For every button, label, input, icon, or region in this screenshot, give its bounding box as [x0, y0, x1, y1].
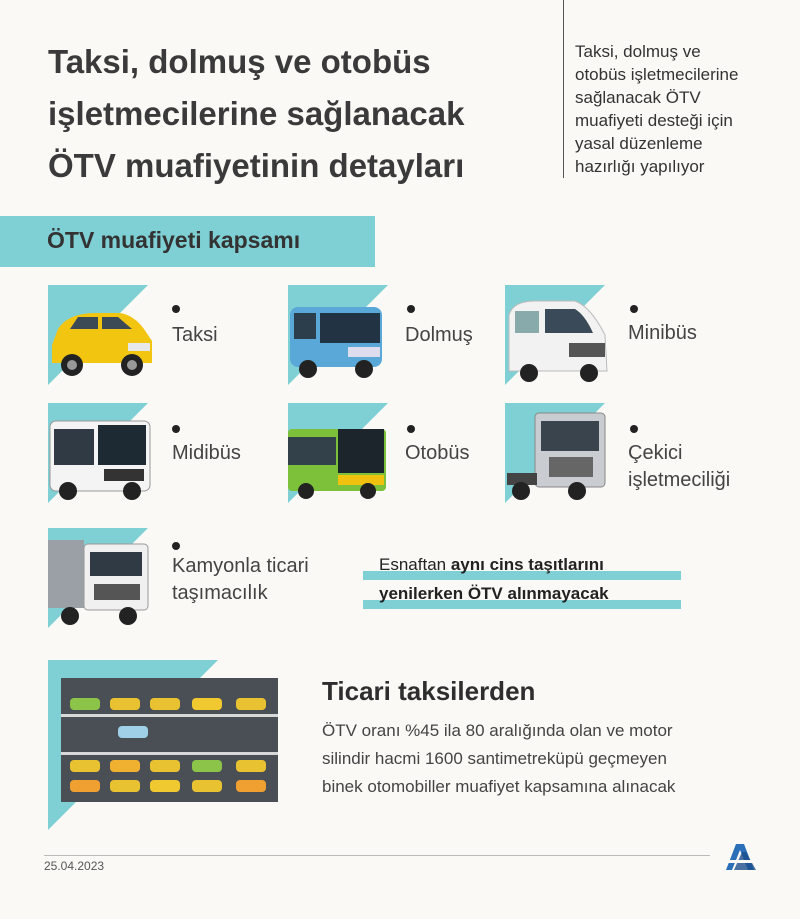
bullet-icon [407, 425, 415, 433]
minibus-icon [288, 285, 388, 385]
bullet-icon [630, 425, 638, 433]
subtitle-line: Taksi, dolmuş ve [575, 42, 701, 61]
bullet-icon [407, 305, 415, 313]
vehicle-cekici [505, 403, 610, 503]
vehicle-label-taksi: Taksi [172, 324, 218, 346]
van-icon [505, 285, 610, 385]
date: 25.04.2023 [44, 859, 105, 873]
vehicle-otobus [288, 403, 388, 503]
subtitle [575, 40, 775, 178]
highlight-line-1 [379, 555, 604, 575]
truck-icon [48, 528, 153, 628]
vehicle-label-kamyon [172, 553, 309, 607]
vehicle-label-midibus: Midibüs [172, 442, 241, 464]
bullet-icon [172, 542, 180, 550]
tractor-truck-icon [505, 403, 610, 503]
taxi-text-line: silindir hacmi 1600 santimetreküpü geçmeyen [322, 749, 667, 768]
section-title: ÖTV muafiyeti kapsamı [47, 227, 301, 253]
bullet-icon [172, 425, 180, 433]
footer-divider [44, 855, 710, 856]
vehicle-label-minibus: Minibüs [628, 322, 697, 344]
vehicle-midibus [48, 403, 153, 503]
title-line: işletmecilerine sağlanacak [48, 95, 465, 132]
vehicle-label-line: Çekici [628, 442, 683, 464]
vehicle-label-line: işletmeciliği [628, 469, 731, 491]
highlight-line-2: yenilerken ÖTV alınmayacak [379, 584, 609, 603]
subtitle-line: yasal düzenleme [575, 134, 703, 153]
vehicle-label-line: taşımacılık [172, 582, 268, 604]
highlight-normal-text: Esnaftan [379, 555, 451, 574]
vehicle-label-cekici [628, 440, 730, 494]
taxi-parking-photo [48, 660, 288, 830]
aa-logo-icon [722, 838, 760, 872]
subtitle-line: hazırlığı yapılıyor [575, 157, 705, 176]
bullet-icon [172, 305, 180, 313]
page-title [48, 36, 548, 192]
vehicle-minibus [505, 285, 610, 385]
vehicle-dolmus [288, 285, 388, 385]
vehicle-taxi [48, 285, 158, 385]
title-line: ÖTV muafiyetinin detayları [48, 147, 465, 184]
taxi-section-text [322, 717, 762, 801]
taxi-car-icon [48, 285, 158, 385]
vehicle-kamyon [48, 528, 153, 628]
subtitle-line: sağlanacak ÖTV [575, 88, 701, 107]
bus-icon [288, 403, 388, 503]
midibus-icon [48, 403, 153, 503]
title-line: Taksi, dolmuş ve otobüs [48, 43, 431, 80]
vehicle-label-dolmus: Dolmuş [405, 324, 473, 346]
vehicle-label-otobus: Otobüs [405, 442, 470, 464]
taxi-text-line: binek otomobiller muafiyet kapsamına alınacak [322, 777, 676, 796]
taxi-text-line: ÖTV oranı %45 ila 80 aralığında olan ve motor [322, 721, 673, 740]
subtitle-line: muafiyeti desteği için [575, 111, 733, 130]
taxi-section-title: Ticari taksilerden [322, 676, 536, 706]
header-divider [563, 0, 564, 178]
vehicle-label-line: Kamyonla ticari [172, 555, 309, 577]
bullet-icon [630, 305, 638, 313]
subtitle-line: otobüs işletmecilerine [575, 65, 739, 84]
highlight-bold-text: aynı cins taşıtlarını [450, 555, 604, 574]
